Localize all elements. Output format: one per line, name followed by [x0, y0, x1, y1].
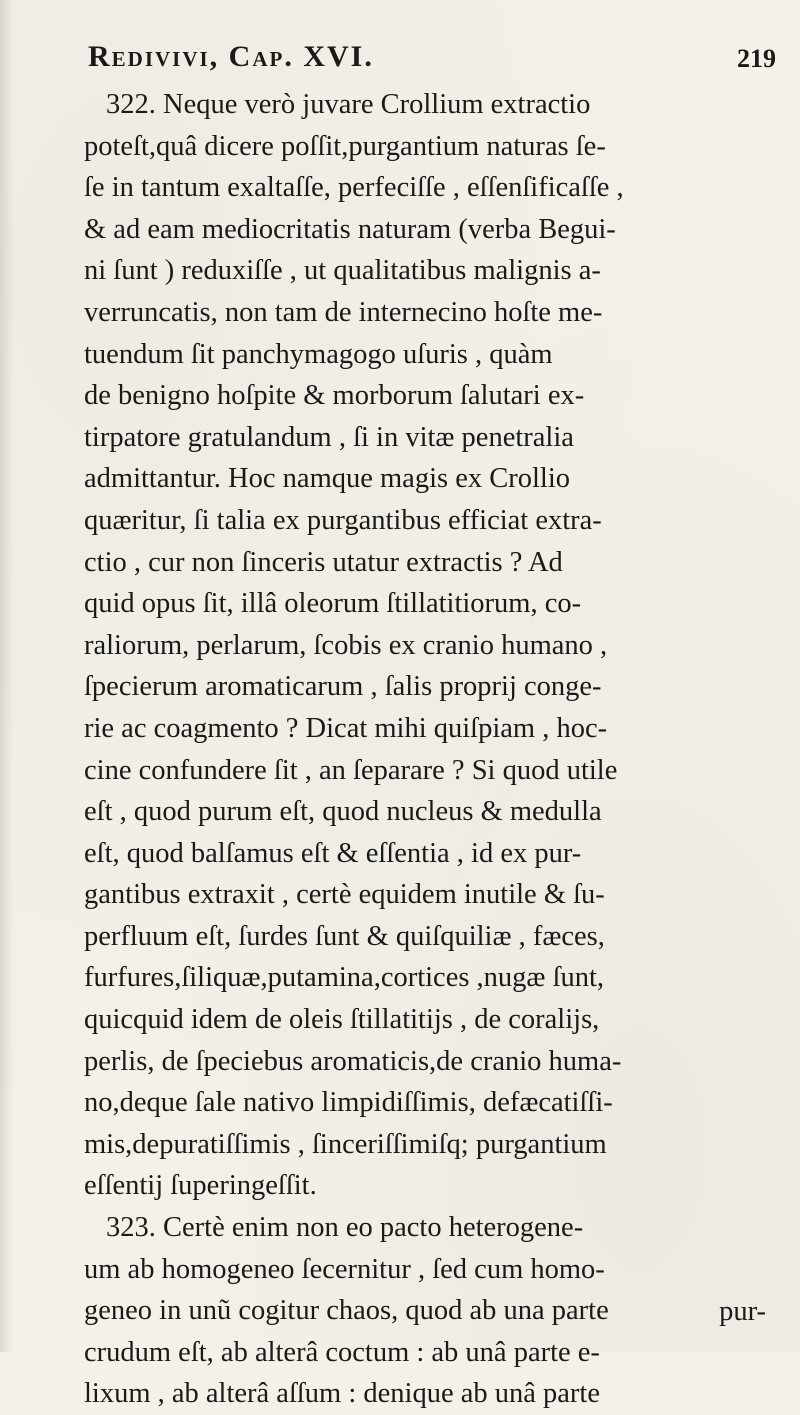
text-line: rie ac coagmento ? Dicat mihi quiſpiam , hoc- [84, 712, 608, 744]
running-head [88, 38, 788, 82]
text-line: ſpecierum aromaticarum , ſalis proprij conge- [84, 671, 602, 703]
text-line: furfures,ſiliquæ,putamina,cortices ,nugæ ſunt, [84, 962, 605, 994]
text-line: gantibus extraxit , certè equidem inutile & ſu- [84, 879, 605, 911]
text-line: eſſentij ſuperingeſſit. [84, 1170, 317, 1202]
text-line: eſt, quod balſamus eſt & eſſentia , id ex pur- [84, 837, 582, 869]
text-block [84, 84, 784, 1415]
text-line: lixum , ab alterâ aſſum : denique ab unâ parte [84, 1378, 600, 1410]
text-line: perlis, de ſpeciebus aromaticis,de cranio huma- [84, 1045, 622, 1077]
text-line: quæritur, ſi talia ex purgantibus efficiat extra- [84, 504, 602, 536]
text-line: no,deque ſale nativo limpidiſſimis, defæcatiſſi- [84, 1087, 613, 1119]
text-line: tirpatore gratulandum , ſi in vitæ penetralia [84, 421, 574, 453]
text-line: de benigno hoſpite & morborum ſalutari ex- [84, 380, 585, 412]
gutter-shadow [0, 0, 14, 1352]
text-line: & ad eam mediocritatis naturam (verba Begui- [84, 213, 616, 245]
page-number: 219 [737, 44, 776, 73]
catchword: pur- [719, 1296, 766, 1327]
text-line: um ab homogeneo ſecernitur , ſed cum homo- [84, 1253, 605, 1285]
text-line: raliorum, perlarum, ſcobis ex cranio humano , [84, 629, 608, 661]
text-line: mis,depuratiſſimis , ſinceriſſimiſq; purgantium [84, 1128, 607, 1160]
text-line: ni ſunt ) reduxiſſe , ut qualitatibus malignis a- [84, 255, 601, 287]
text-line: perfluum eſt, ſurdes ſunt & quiſquiliæ , fæces, [84, 920, 605, 952]
text-line: poteſt,quâ dicere poſſit,purgantium naturas ſe- [84, 130, 606, 162]
text-line: tuendum ſit panchymagogo uſuris , quàm [84, 338, 553, 370]
text-line: eſt , quod purum eſt, quod nucleus & medulla [84, 796, 602, 828]
text-line: geneo in unũ cogitur chaos, quod ab una parte [84, 1295, 609, 1327]
text-line: ctio , cur non ſinceris utatur extractis ? Ad [84, 546, 563, 578]
text-line: quicquid idem de oleis ſtillatitijs , de coralijs, [84, 1004, 600, 1036]
text-line: ſe in tantum exaltaſſe, perfeciſſe , eſſenſificaſſe , [84, 172, 624, 204]
running-head-title: Redivivi, Cap. XVI. [88, 40, 374, 73]
text-line: cine confundere ſit , an ſeparare ? Si quod utile [84, 754, 618, 786]
text-line: quid opus ſit, illâ oleorum ſtillatitiorum, co- [84, 588, 582, 620]
text-line: 322. Neque verò juvare Crollium extractio [106, 89, 591, 120]
text-line: 323. Certè enim non eo pacto heterogene- [106, 1212, 584, 1244]
text-line: admittantur. Hoc namque magis ex Crollio [84, 463, 570, 495]
text-line: verruncatis, non tam de internecino hoſte me- [84, 296, 603, 328]
text-line: crudum eſt, ab alterâ coctum : ab unâ parte e- [84, 1336, 600, 1368]
